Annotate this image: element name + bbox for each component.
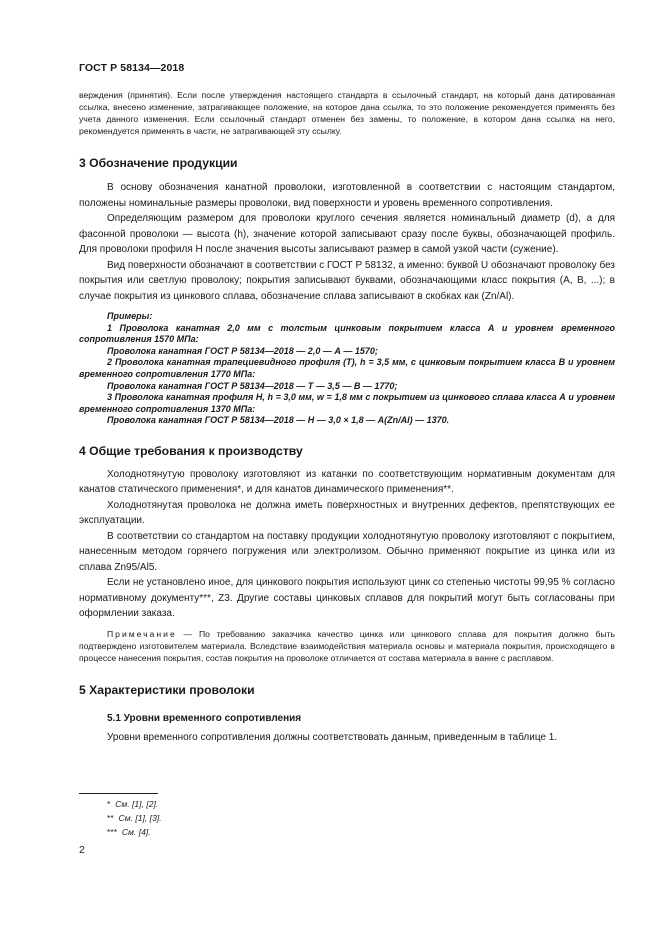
note-text: — По требованию заказчика качество цинка или цинкового сплава для покрытия должно быть подтверждено изготовителем материала. Вследствие взаимодействия материала основы и материала покрытия, происходящего в процессе нанесения покрытия, состав покрытия на проволоке отличается от состава материала в ванне с расплавом. bbox=[79, 628, 615, 663]
footnotes bbox=[107, 797, 162, 839]
section-4-note bbox=[79, 628, 615, 664]
subsection-5-1-title: 5.1 Уровни временного сопротивления bbox=[107, 712, 302, 724]
example-1-text: 1 Проволока канатная 2,0 мм с толстым цинковым покрытием класса А и уровнем временного сопротивления 1570 МПа: bbox=[79, 322, 615, 345]
running-header: ГОСТ Р 58134—2018 bbox=[79, 62, 185, 74]
section-4-paragraph-3: В соответствии со стандартом на поставку продукции холоднотянутую проволоку изготовляют с покрытием, нанесенным методом горячего погружения или электролизом. Обычно применяют покрытие из цинка или из сплава Zn95/Al5. bbox=[79, 530, 615, 573]
examples-label: Примеры: bbox=[107, 311, 153, 321]
footnote-3: *** См. [4]. bbox=[107, 827, 151, 837]
footnote-2: ** См. [1], [3]. bbox=[107, 813, 162, 823]
footnote-separator bbox=[79, 793, 158, 794]
section-3-paragraph-1: В основу обозначения канатной проволоки, изготовленной в соответствии с настоящим стандартом, положены номинальные размеры проволоки, вид поверхности и уровень временного сопротивления. bbox=[79, 182, 615, 209]
section-5-title: 5 Характеристики проволоки bbox=[79, 682, 255, 697]
note-label: Примечание bbox=[107, 628, 177, 639]
section-3-paragraph-3: Вид поверхности обозначают в соответствии с ГОСТ Р 58132, а именно: буквой U обозначают проволоку без покрытия или светлую проволоку; покрытия записывают буквами, обозначающими класс покрытия (А, В, ...); в случае покрытия из цинкового сплава, обозначение сплава записывают в скобках как (Zn/Al). bbox=[79, 259, 615, 302]
section-4-paragraph-4: Если не установлено иное, для цинкового покрытия используют цинк со степенью чистоты 99,95 % согласно нормативному документу***, Z3. Другие составы цинковых сплавов для покрытий могут быть согласованы при оформлении заказа. bbox=[79, 577, 615, 620]
examples-block bbox=[79, 311, 615, 427]
section-4-paragraph-1: Холоднотянутую проволоку изготовляют из катанки по соответствующим нормативным документам для канатов статического применения*, и для канатов динамического применения**. bbox=[79, 468, 615, 496]
section-3-paragraph-2: Определяющим размером для проволоки круглого сечения является номинальный диаметр (d), а для фасонной проволоки — высота (h), значение которой записывают сразу после буквы, обозначающей профиль. Для проволоки профиля Н после значения высоты записывают размер в самой узкой части (сужение). bbox=[79, 213, 615, 255]
subsection-5-1-text: Уровни временного сопротивления должны соответствовать данным, приведенным в таблице 1. bbox=[107, 731, 558, 743]
example-2-designation: Проволока канатная ГОСТ Р 58134—2018 — Т — 3,5 — В — 1770; bbox=[107, 380, 398, 391]
example-3-text: 3 Проволока канатная профиля Н, h = 3,0 мм, w = 1,8 мм с покрытием из цинкового сплава класса А и уровнем временного сопротивления 1370 МПа: bbox=[79, 392, 615, 414]
example-3-designation: Проволока канатная ГОСТ Р 58134—2018 — Н — 3,0 × 1,8 — A(Zn/Al) — 1370. bbox=[107, 415, 450, 426]
section-4-paragraph-2: Холоднотянутая проволока не должна иметь поверхностных и внутренних дефектов, препятствующих ее эксплуатации. bbox=[79, 499, 615, 527]
section-4-title: 4 Общие требования к производству bbox=[79, 443, 303, 458]
footnote-1: * См. [1], [2]. bbox=[107, 799, 159, 809]
example-2-text: 2 Проволока канатная трапециевидного профиля (Т), h = 3,5 мм, с цинковым покрытием класса В и уровнем временного сопротивления 1770 МПа: bbox=[79, 357, 615, 379]
example-1-designation: Проволока канатная ГОСТ Р 58134—2018 — 2,0 — А — 1570; bbox=[107, 345, 378, 356]
page-number: 2 bbox=[79, 844, 85, 856]
section-3-title: 3 Обозначение продукции bbox=[79, 156, 238, 170]
intro-paragraph: верждения (принятия). Если после утверждения настоящего стандарта в ссылочный стандарт, на который дана датированная ссылка, внесено изменение, затрагивающее положение, на которое дана ссылка, то это положение рекомендуется применять без учета данного изменения. Если ссылочный стандарт отменен без замены, то положение, в котором дана ссылка на него, рекомендуется применять в части, не затрагивающей эту ссылку. bbox=[79, 90, 615, 136]
page-content bbox=[79, 79, 615, 745]
